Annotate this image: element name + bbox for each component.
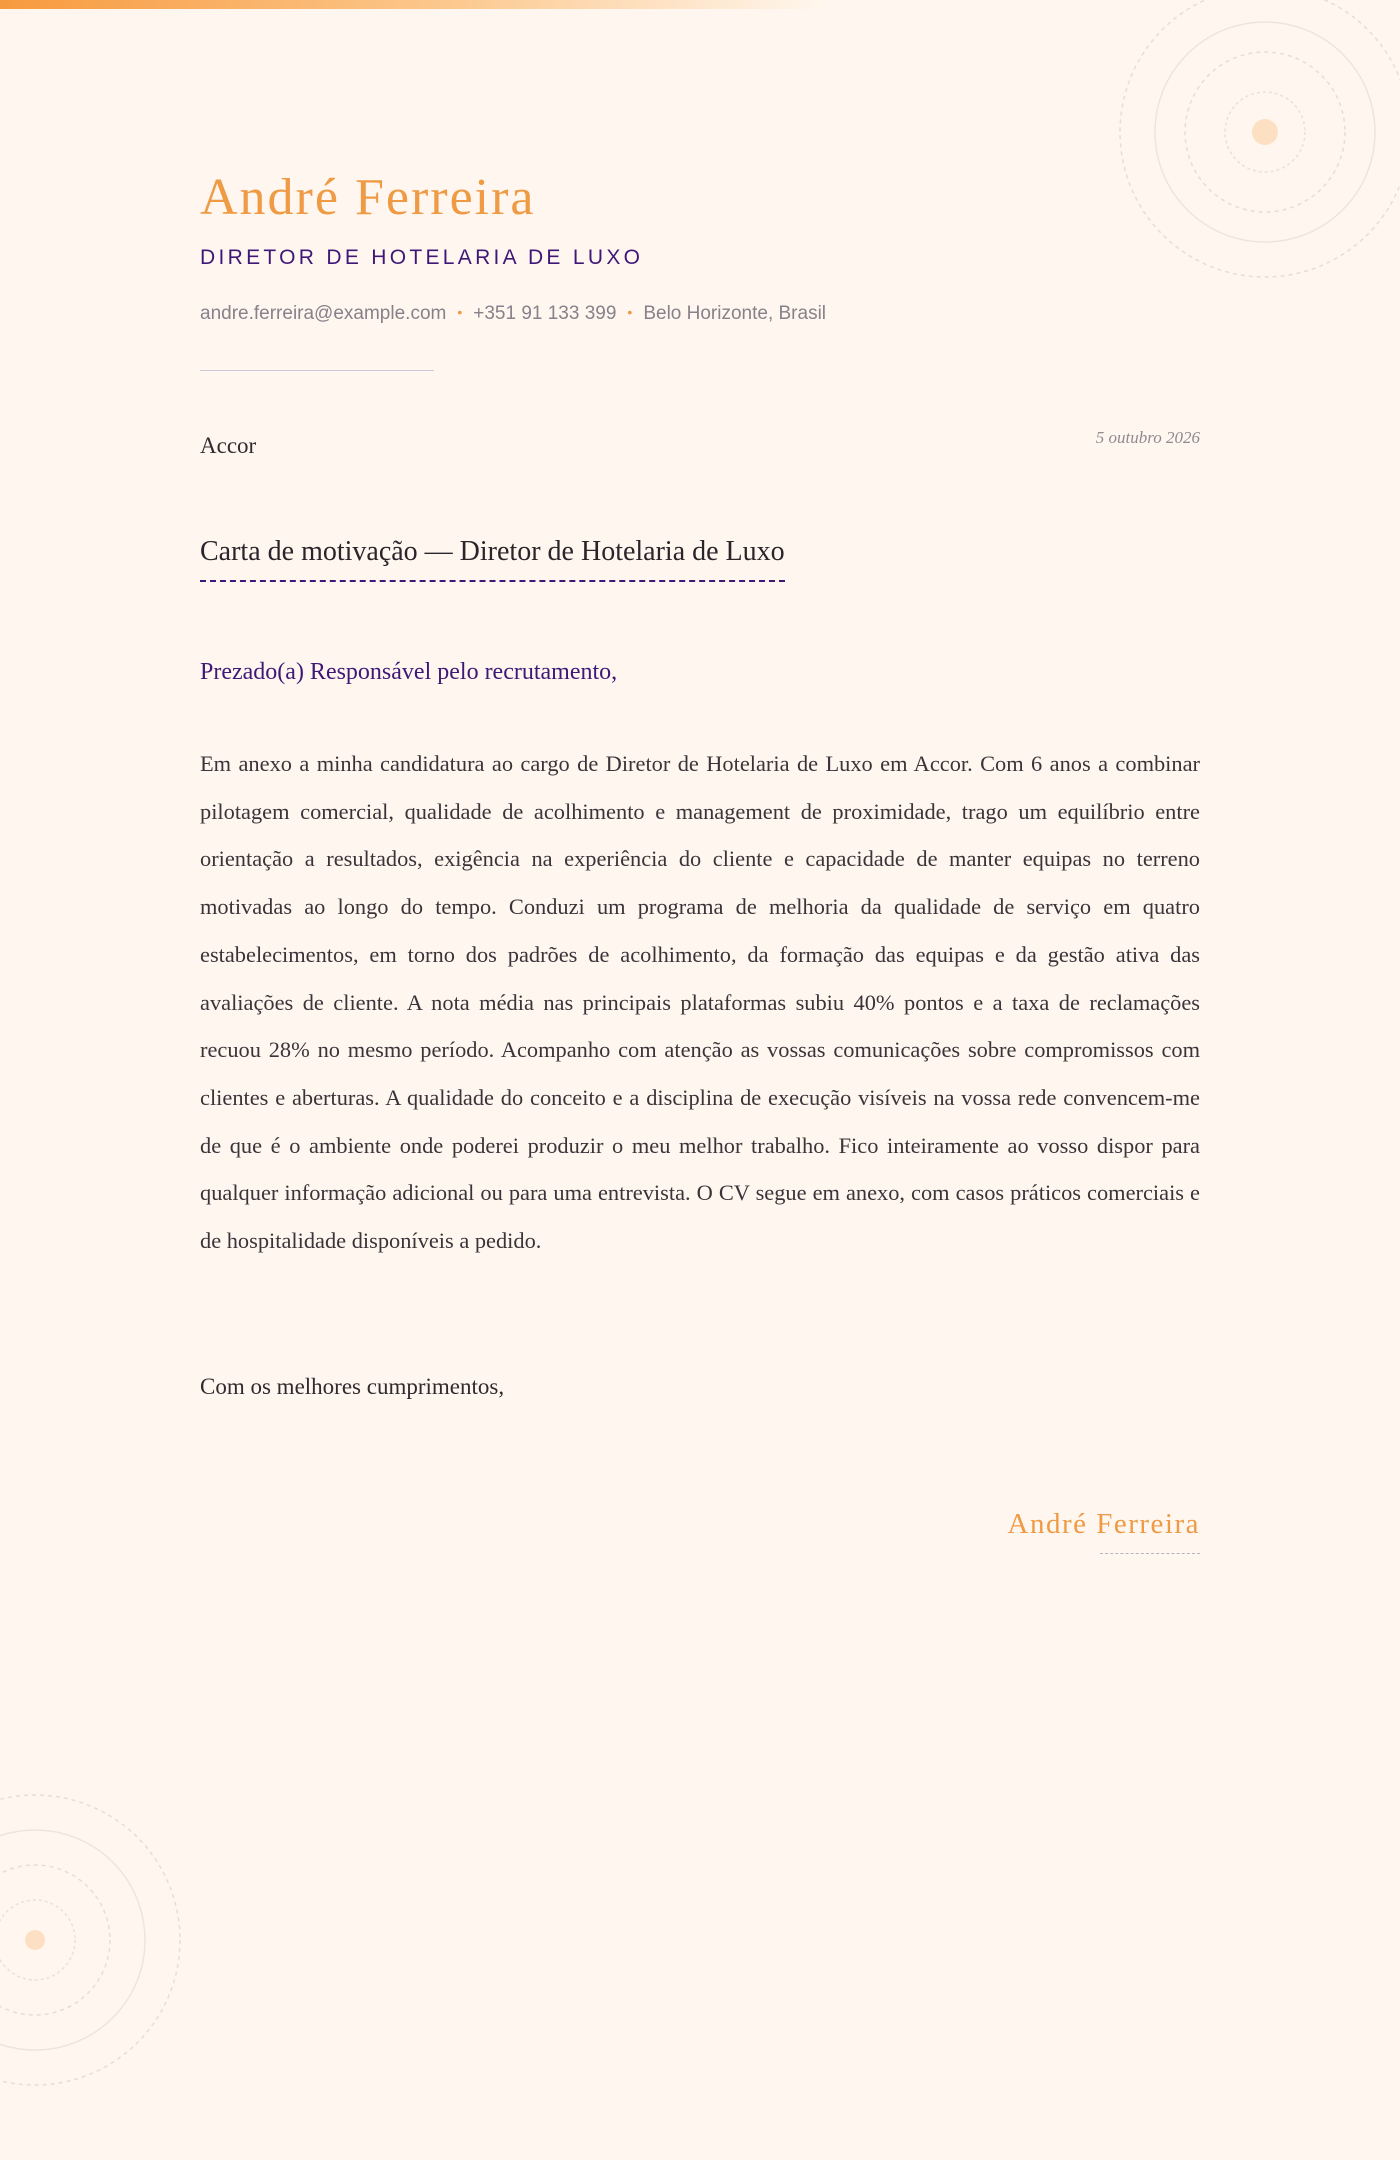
contact-line: [200, 303, 826, 325]
contact-email: andre.ferreira@example.com: [200, 303, 447, 324]
contact-phone: +351 91 133 399: [473, 303, 617, 324]
contact-location: Belo Horizonte, Brasil: [643, 303, 827, 324]
applicant-name: André Ferreira: [200, 169, 536, 226]
signature-name: André Ferreira: [1007, 1508, 1200, 1540]
letter-closing: Com os melhores cumprimentos,: [200, 1374, 505, 1399]
header-divider: [200, 370, 434, 371]
decorative-circles-bottom: [0, 1790, 220, 2160]
letter-salutation: Prezado(a) Responsável pelo recrutamento,: [200, 659, 618, 685]
signature-block: [1008, 1508, 1201, 1554]
signature-line: [1100, 1553, 1200, 1554]
decorative-circles-top: [1060, 0, 1400, 340]
letter-body: Em anexo a minha candidatura ao cargo de Diretor de Hotelaria de Luxo em Accor. Com 6 anos a combinar pilotagem comercial, qualidade de acolhimento e management de proximidade, trago um equilíbrio entre orientação a resultados, exigência na experiência do cliente e capacidade de manter equipas no terreno motivadas ao longo do tempo. Conduzi um programa de melhoria da qualidade de serviço em quatro estabelecimentos, em torno dos padrões de acolhimento, da formação das equipas e da gestão ativa das avaliações de cliente. A nota média nas principais plataformas subiu 40% pontos e a taxa de reclamações recuou 28% no mesmo período. Acompanho com atenção as vossas comunicações sobre compromissos com clientes e aberturas. A qualidade do conceito e a disciplina de execução visíveis na vossa rede convencem-me de que é o ambiente onde poderei produzir o meu melhor trabalho. Fico inteiramente ao vosso dispor para qualquer informação adicional ou para uma entrevista. O CV segue em anexo, com casos práticos comerciais e de hospitalidade disponíveis a pedido.: [200, 751, 1200, 1254]
contact-separator: •: [627, 304, 633, 320]
applicant-job-title: DIRETOR DE HOTELARIA DE LUXO: [200, 246, 644, 269]
recipient-company: Accor: [200, 433, 257, 458]
letter-date: 5 outubro 2026: [1095, 428, 1200, 447]
contact-separator: •: [457, 304, 463, 320]
top-accent-bar: [0, 0, 830, 9]
letter-subject: Carta de motivação — Diretor de Hotelaria de Luxo: [200, 536, 785, 582]
